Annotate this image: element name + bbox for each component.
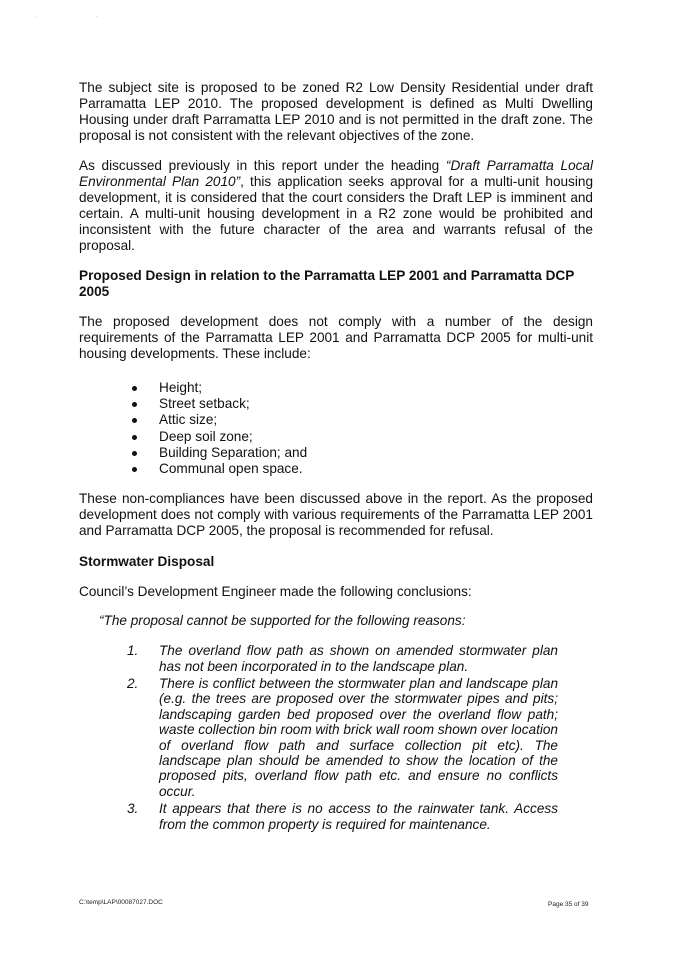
reason-item	[79, 801, 593, 832]
list-item-text: Height;	[159, 380, 203, 395]
paragraph-design-requirements: The proposed development does not comply with a number of the design requirements of the Parramatta LEP 2001 and Parramatta DCP 2005 for multi-unit housing developments. These include:	[79, 314, 593, 361]
reason-text: The overland flow path as shown on amended stormwater plan has not been incorporated in to the landscape plan.	[159, 643, 558, 674]
paragraph-draft-lep	[79, 158, 593, 254]
list-item	[79, 461, 593, 477]
paragraph-draft-lep-start: As discussed previously in this report under the heading	[79, 158, 446, 173]
paragraph-draft-lep-end: , this application seeks approval for a multi-unit housing development, it is considered that the court considers the Draft LEP is imminent and certain. A multi-unit housing development in a R2 zone would be prohibited and inconsistent with the future character of the area and warrants refusal of the proposal.	[79, 174, 593, 253]
list-item-text: Building Separation; and	[159, 444, 308, 460]
list-item-text: Deep soil zone;	[159, 428, 253, 444]
footer-page-number: Page 35 of 39	[548, 901, 589, 908]
heading-proposed-design: Proposed Design in relation to the Parramatta LEP 2001 and Parramatta DCP 2005	[79, 268, 575, 299]
scan-marks: · ·	[36, 14, 126, 20]
draft-lep-heading-reference: “Draft Parramatta Local Environmental Plan 2010”	[79, 158, 594, 189]
paragraph-non-compliances: These non-compliances have been discussed above in the report. As the proposed development does not comply with various requirements of the Parramatta LEP 2001 and Parramatta DCP 2005, the proposal is recommended for refusal.	[79, 491, 593, 539]
quote-intro: “The proposal cannot be supported for the following reasons:	[99, 613, 466, 629]
bullet-icon	[132, 451, 137, 456]
reason-item	[79, 676, 593, 799]
paragraph-zoning: The subject site is proposed to be zoned R2 Low Density Residential under draft Parramatta LEP 2010. The proposed development is defined as Multi Dwelling Housing under draft Parramatta LEP 2010 and is not permitted in the draft zone. The proposal is not consistent with the relevant objectives of the zone.	[79, 80, 593, 143]
page-body	[79, 80, 593, 834]
list-item	[79, 445, 593, 461]
list-item-text: Street setback;	[159, 396, 250, 412]
list-item	[79, 412, 593, 428]
bullet-icon	[132, 402, 137, 407]
reason-text: There is conflict between the stormwater plan and landscape plan (e.g. the trees are proposed over the stormwater pipes and pits; landscaping garden bed proposed over the overland flow path; waste collection bin room with brick wall room shown over location of overland flow path and surface collection pit etc). The landscape plan should be amended to show the location of the proposed pits, overland flow path etc. and ensure no conflicts occur.	[159, 676, 558, 799]
reason-number: 2.	[127, 676, 139, 692]
reasons-list	[79, 643, 593, 832]
list-item	[79, 380, 593, 396]
bullet-icon	[132, 467, 137, 472]
bullet-icon	[132, 418, 137, 423]
reason-text: It appears that there is no access to the rainwater tank. Access from the common property is required for maintenance.	[159, 801, 558, 832]
list-item	[79, 429, 593, 445]
bullet-icon	[132, 435, 137, 440]
reason-number: 1.	[127, 643, 139, 659]
reason-number: 3.	[127, 801, 139, 817]
reason-item	[79, 643, 593, 674]
footer-file-path: C:\temp\LAP\00087027.DOC	[79, 899, 163, 906]
list-item	[79, 396, 593, 412]
heading-stormwater-disposal: Stormwater Disposal	[79, 554, 215, 570]
non-compliance-list	[79, 380, 593, 477]
paragraph-engineer-conclusions: Council’s Development Engineer made the following conclusions:	[79, 584, 472, 600]
list-item-text: Communal open space.	[159, 461, 303, 477]
bullet-icon	[132, 386, 137, 391]
list-item-text: Attic size;	[159, 412, 218, 428]
